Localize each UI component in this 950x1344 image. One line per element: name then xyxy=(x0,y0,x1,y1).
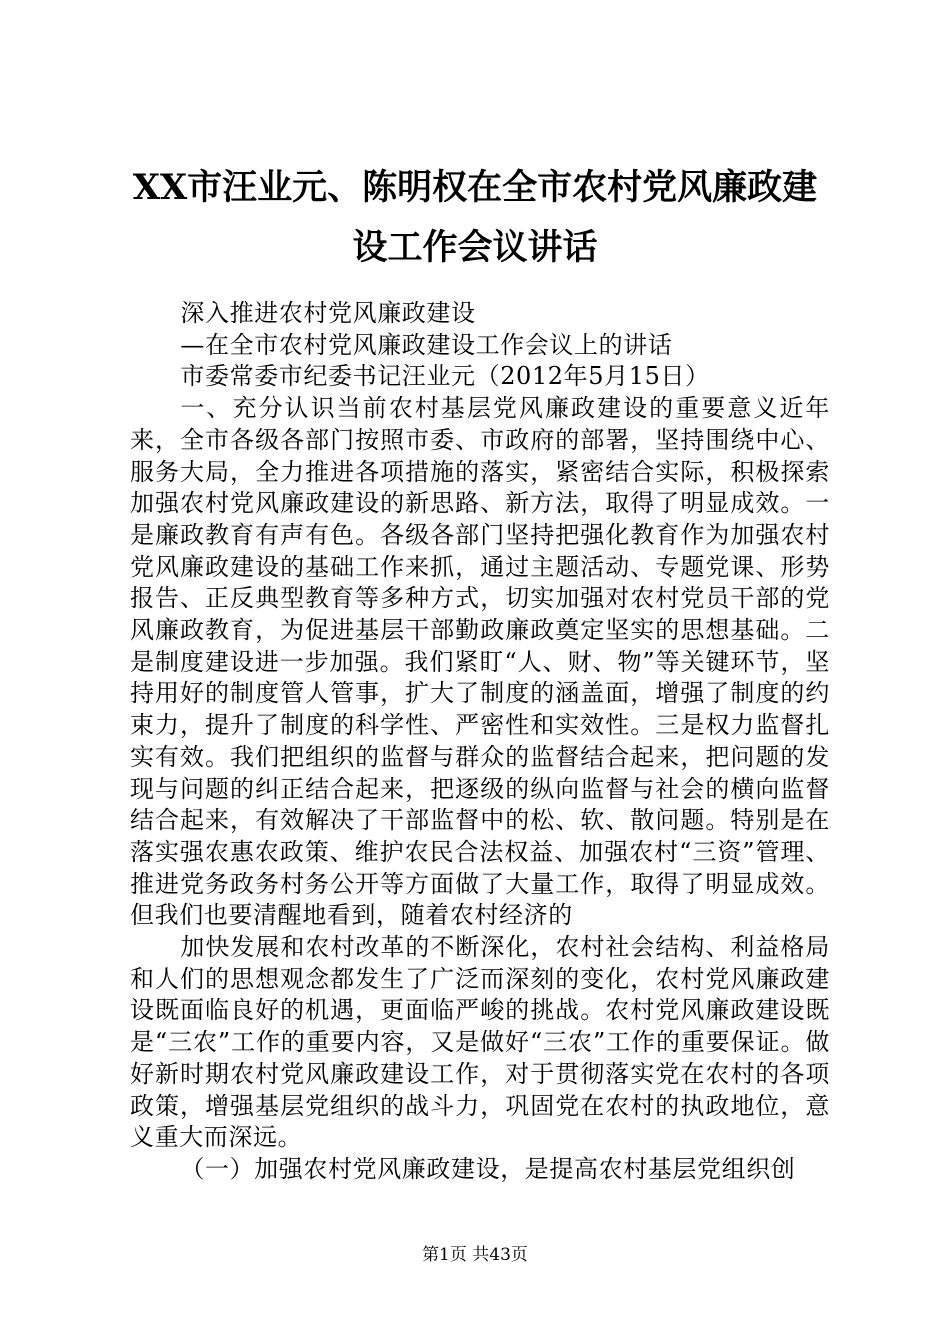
subtitle-heading: 深入推进农村党风廉政建设 xyxy=(180,299,476,327)
document-body xyxy=(130,298,830,1186)
body-paragraph: 加快发展和农村改革的不断深化，农村社会结构、利益格局和人们的思想观念都发生了广泛而深刻的变化，农村党风廉政建设既面临良好的机遇，更面临严峻的挑战。农村党风廉政建设既是“三农”工作的重要内容，又是做好“三农”工作的重要保证。做好新时期农村党风廉政建设工作，对于贯彻落实党在农村的各项政策，增强基层党组织的战斗力，巩固党在农村的执政地位，意义重大而深远。 xyxy=(130,933,830,1152)
speaker-line: 市委常委市纪委书记汪业元（2012年5月15日） xyxy=(180,362,710,391)
body-paragraph: （一）加强农村党风廉政建设，是提高农村基层党组织创 xyxy=(180,1154,796,1183)
subtitle-occasion: —在全市农村党风廉政建设工作会议上的讲话 xyxy=(180,330,673,359)
page-number-footer: 第1页 共43页 xyxy=(422,1245,528,1265)
document-title-line-1: XX市汪业元、陈明权在全市农村党风廉政建 xyxy=(132,167,818,208)
document-title-line-2: 设工作会议讲话 xyxy=(352,227,598,268)
body-paragraph: 一、充分认识当前农村基层党风廉政建设的重要意义近年来，全市各级各部门按照市委、市政府的部署，坚持围绕中心、服务大局，全力推进各项措施的落实，紧密结合实际，积极探索加强农村党风廉政建设的新思路、新方法，取得了明显成效。一是廉政教育有声有色。各级各部门坚持把强化教育作为加强农村党风廉政建设的基础工作来抓，通过主题活动、专题党课、形势报告、正反典型教育等多种方式，切实加强对农村党员干部的党风廉政教育，为促进基层干部勤政廉政奠定坚实的思想基础。二是制度建设进一步加强。我们紧盯“人、财、物”等关键环节，坚持用好的制度管人管事，扩大了制度的涵盖面，增强了制度的约束力，提升了制度的科学性、严密性和实效性。三是权力监督扎实有效。我们把组织的监督与群众的监督结合起来，把问题的发现与问题的纠正结合起来，把逐级的纵向监督与社会的横向监督结合起来，有效解决了干部监督中的松、软、散问题。特别是在落实强农惠农政策、维护农民合法权益、加强农村“三资”管理、推进党务政务村务公开等方面做了大量工作，取得了明显成效。但我们也要清醒地看到，随着农村经济的 xyxy=(130,394,830,930)
